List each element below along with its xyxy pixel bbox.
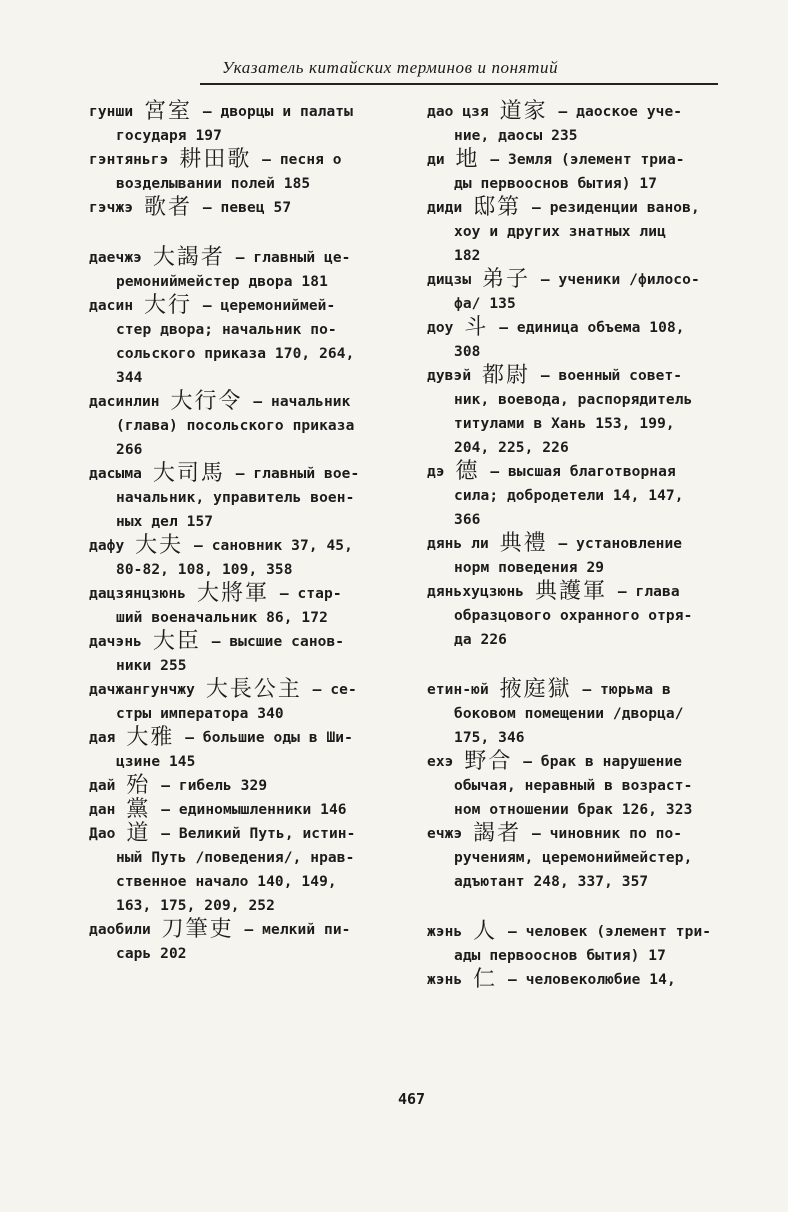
entry-term: даечжэ — [89, 250, 142, 266]
index-entry — [89, 390, 393, 462]
index-entry — [427, 364, 723, 460]
entry-definition: — мелкий пи- — [244, 922, 351, 938]
index-entry — [427, 316, 723, 364]
entry-definition: — резиденции ванов, — [532, 200, 700, 216]
index-entry — [427, 678, 723, 750]
entry-definition: — высшие санов- — [211, 634, 345, 650]
entry-term: дэ — [427, 464, 445, 480]
index-entry — [427, 532, 723, 580]
entry-definition: — военный совет- — [540, 368, 683, 384]
index-entry — [89, 630, 393, 678]
entry-hanzi: 宮室 — [144, 99, 193, 124]
entry-first-line — [427, 532, 723, 556]
entry-definition: — Великий Путь, истин- — [161, 826, 356, 842]
entry-continuation-line: государя 197 — [116, 128, 222, 144]
entry-term: ди — [427, 152, 445, 168]
index-entry — [427, 920, 723, 968]
entry-hanzi: 大雅 — [126, 725, 175, 750]
entry-first-line — [427, 196, 723, 220]
entry-continuation-line: хоу и других знатных лиц — [454, 224, 666, 240]
index-entry — [89, 196, 393, 220]
entry-first-line — [89, 148, 393, 172]
entry-term: дацзянцзюнь — [89, 586, 187, 602]
entry-first-line — [427, 316, 723, 340]
entry-hanzi: 大謁者 — [152, 245, 225, 270]
entry-definition: — дворцы и палаты — [202, 104, 353, 120]
section-gap — [89, 220, 393, 246]
entry-hanzi: 大臣 — [152, 629, 201, 654]
entry-definition: — единомышленники 146 — [161, 802, 347, 818]
entry-hanzi: 野合 — [464, 749, 513, 774]
entry-continuation-line: ремониймейстер двора 181 — [116, 274, 328, 290]
header-rule — [200, 83, 718, 85]
entry-hanzi: 大行 — [144, 293, 193, 318]
entry-first-line — [427, 100, 723, 124]
entry-hanzi: 地 — [455, 147, 480, 172]
entry-term: дасин — [89, 298, 134, 314]
left-column — [89, 100, 393, 966]
entry-term: ехэ — [427, 754, 454, 770]
entry-hanzi: 謁者 — [473, 821, 522, 846]
entry-continuation-line: начальник, управитель воен- — [116, 490, 355, 506]
index-entry — [427, 148, 723, 196]
entry-hanzi: 歌者 — [144, 195, 193, 220]
entry-continuation-line: ник, воевода, распорядитель — [454, 392, 693, 408]
section-gap — [427, 652, 723, 678]
entry-first-line — [89, 582, 393, 606]
entry-continuation-line: ады первооснов бытия) 17 — [454, 948, 666, 964]
entry-hanzi: 典禮 — [499, 531, 548, 556]
entry-term: жэнь — [427, 972, 463, 988]
index-entry — [427, 460, 723, 532]
entry-definition: — Земля (элемент триа- — [490, 152, 685, 168]
index-entry — [89, 822, 393, 918]
entry-first-line — [89, 678, 393, 702]
entry-first-line — [427, 750, 723, 774]
right-column — [427, 100, 723, 992]
entry-continuation-line: 266 — [116, 442, 143, 458]
entry-term: гэчжэ — [89, 200, 134, 216]
entry-hanzi: 典護軍 — [534, 579, 607, 604]
entry-term: ечжэ — [427, 826, 463, 842]
entry-continuation-line: да 226 — [454, 632, 507, 648]
entry-hanzi: 殆 — [126, 773, 151, 798]
entry-first-line — [427, 364, 723, 388]
entry-definition: — установление — [558, 536, 683, 552]
entry-continuation-line: ды первооснов бытия) 17 — [454, 176, 658, 192]
index-entry — [89, 148, 393, 196]
entry-first-line — [89, 918, 393, 942]
entry-continuation-line: 344 — [116, 370, 143, 386]
entry-term: дасинлин — [89, 394, 160, 410]
entry-continuation-line: ручениям, церемониймейстер, — [454, 850, 693, 866]
entry-first-line — [89, 798, 393, 822]
entry-definition: — брак в нарушение — [523, 754, 683, 770]
index-entry — [427, 268, 723, 316]
index-entry — [89, 918, 393, 966]
entry-first-line — [89, 390, 393, 414]
index-entry — [89, 774, 393, 798]
entry-definition: — даоское уче- — [558, 104, 683, 120]
entry-hanzi: 掖庭獄 — [499, 677, 572, 702]
entry-hanzi: 大長公主 — [205, 677, 302, 702]
entry-hanzi: 刀筆吏 — [161, 917, 234, 942]
entry-hanzi: 德 — [455, 459, 480, 484]
entry-definition: — певец 57 — [202, 200, 292, 216]
entry-first-line — [89, 726, 393, 750]
index-entry — [89, 246, 393, 294]
entry-first-line — [427, 268, 723, 292]
running-header: Указатель китайских терминов и понятий — [222, 58, 559, 77]
entry-term: дан — [89, 802, 116, 818]
entry-first-line — [427, 460, 723, 484]
entry-term: дачжангунчжу — [89, 682, 195, 698]
entry-term: диди — [427, 200, 463, 216]
entry-hanzi: 黨 — [126, 797, 151, 822]
entry-hanzi: 邸第 — [473, 195, 522, 220]
entry-term: жэнь — [427, 924, 463, 940]
page-number: 467 — [398, 1090, 426, 1108]
entry-term: дяньхуцзюнь — [427, 584, 525, 600]
entry-definition: — единица объема 108, — [499, 320, 685, 336]
entry-term: дачэнь — [89, 634, 142, 650]
entry-definition: — церемониймей- — [202, 298, 336, 314]
index-entry — [427, 196, 723, 268]
entry-continuation-line: стер двора; начальник по- — [116, 322, 337, 338]
index-entry — [89, 294, 393, 390]
entry-continuation-line: адъютант 248, 337, 357 — [454, 874, 649, 890]
section-gap — [427, 894, 723, 920]
entry-continuation-line: титулами в Хань 153, 199, — [454, 416, 675, 432]
entry-term: дицзы — [427, 272, 472, 288]
entry-hanzi: 大將軍 — [196, 581, 269, 606]
entry-term: етин-юй — [427, 682, 489, 698]
entry-definition: — се- — [312, 682, 357, 698]
entry-first-line — [89, 534, 393, 558]
entry-continuation-line: обычая, неравный в возраст- — [454, 778, 693, 794]
index-entry — [89, 798, 393, 822]
entry-definition: — гибель 329 — [161, 778, 268, 794]
entry-continuation-line: 175, 346 — [454, 730, 525, 746]
entry-definition: — сановник 37, 45, — [194, 538, 353, 554]
entry-definition: — начальник — [253, 394, 351, 410]
entry-definition: — высшая благотворная — [490, 464, 676, 480]
entry-continuation-line: сарь 202 — [116, 946, 187, 962]
entry-definition: — человеколюбие 14, — [508, 972, 676, 988]
entry-first-line — [427, 822, 723, 846]
entry-continuation-line: ший военачальник 86, 172 — [116, 610, 328, 626]
entry-continuation-line: сольского приказа 170, 264, — [116, 346, 355, 362]
entry-hanzi: 大司馬 — [152, 461, 225, 486]
entry-term: дай — [89, 778, 116, 794]
entry-continuation-line: ных дел 157 — [116, 514, 214, 530]
entry-hanzi: 人 — [473, 919, 498, 944]
entry-hanzi: 仁 — [473, 967, 498, 992]
entry-continuation-line: сила; добродетели 14, 147, — [454, 488, 684, 504]
entry-term: дая — [89, 730, 116, 746]
entry-term: даобили — [89, 922, 151, 938]
entry-first-line — [89, 462, 393, 486]
index-entry — [89, 534, 393, 582]
index-entry — [427, 750, 723, 822]
entry-definition: — глава — [617, 584, 680, 600]
entry-definition: — стар- — [279, 586, 342, 602]
entry-first-line — [89, 246, 393, 270]
entry-definition: — большие оды в Ши- — [185, 730, 353, 746]
entry-hanzi: 弟子 — [482, 267, 531, 292]
entry-continuation-line: (глава) посольского приказа — [116, 418, 355, 434]
entry-definition: — песня о — [262, 152, 342, 168]
index-entry — [427, 580, 723, 652]
entry-term: дянь ли — [427, 536, 489, 552]
entry-definition: — ученики /филосо- — [540, 272, 700, 288]
entry-first-line — [89, 100, 393, 124]
index-entry — [89, 462, 393, 534]
entry-term: доу — [427, 320, 454, 336]
entry-continuation-line: ном отношении брак 126, 323 — [454, 802, 693, 818]
entry-first-line — [89, 196, 393, 220]
entry-definition: — главный це- — [235, 250, 351, 266]
entry-continuation-line: образцового охранного отря- — [454, 608, 693, 624]
entry-continuation-line: ный Путь /поведения/, нрав- — [116, 850, 355, 866]
entry-continuation-line: 80-82, 108, 109, 358 — [116, 562, 293, 578]
entry-continuation-line: возделывании полей 185 — [116, 176, 311, 192]
entry-continuation-line: боковом помещении /дворца/ — [454, 706, 684, 722]
entry-hanzi: 道 — [126, 821, 151, 846]
entry-term: дасыма — [89, 466, 142, 482]
entry-first-line — [427, 678, 723, 702]
entry-continuation-line: цзине 145 — [116, 754, 196, 770]
entry-definition: — главный вое- — [235, 466, 360, 482]
entry-first-line — [427, 148, 723, 172]
entry-continuation-line: фа/ 135 — [454, 296, 516, 312]
index-entry — [427, 100, 723, 148]
entry-continuation-line: ственное начало 140, 149, — [116, 874, 337, 890]
entry-first-line — [427, 968, 723, 992]
entry-continuation-line: 308 — [454, 344, 481, 360]
entry-hanzi: 都尉 — [482, 363, 531, 388]
entry-hanzi: 耕田歌 — [179, 147, 252, 172]
entry-hanzi: 道家 — [499, 99, 548, 124]
entry-first-line — [427, 920, 723, 944]
entry-continuation-line: 182 — [454, 248, 481, 264]
index-entry — [427, 968, 723, 992]
entry-continuation-line: стры императора 340 — [116, 706, 284, 722]
entry-continuation-line: 366 — [454, 512, 481, 528]
entry-first-line — [89, 822, 393, 846]
entry-continuation-line: норм поведения 29 — [454, 560, 605, 576]
entry-continuation-line: 204, 225, 226 — [454, 440, 569, 456]
entry-term: дафу — [89, 538, 125, 554]
index-entry — [89, 582, 393, 630]
entry-definition: — человек (элемент три- — [508, 924, 712, 940]
index-entry — [89, 678, 393, 726]
index-entry — [427, 822, 723, 894]
index-entry — [89, 100, 393, 148]
entry-hanzi: 大夫 — [135, 533, 184, 558]
entry-definition: — чиновник по по- — [532, 826, 683, 842]
entry-first-line — [89, 294, 393, 318]
entry-first-line — [89, 774, 393, 798]
entry-term: гэнтяньгэ — [89, 152, 169, 168]
entry-first-line — [427, 580, 723, 604]
entry-first-line — [89, 630, 393, 654]
entry-continuation-line: 163, 175, 209, 252 — [116, 898, 275, 914]
entry-term: дао цзя — [427, 104, 489, 120]
entry-term: дувэй — [427, 368, 472, 384]
entry-term: Дао — [89, 826, 116, 842]
entry-continuation-line: ники 255 — [116, 658, 187, 674]
entry-hanzi: 大行令 — [170, 389, 243, 414]
entry-definition: — тюрьма в — [582, 682, 671, 698]
entry-hanzi: 斗 — [464, 315, 489, 340]
index-entry — [89, 726, 393, 774]
entry-term: гунши — [89, 104, 134, 120]
entry-continuation-line: ние, даосы 235 — [454, 128, 578, 144]
